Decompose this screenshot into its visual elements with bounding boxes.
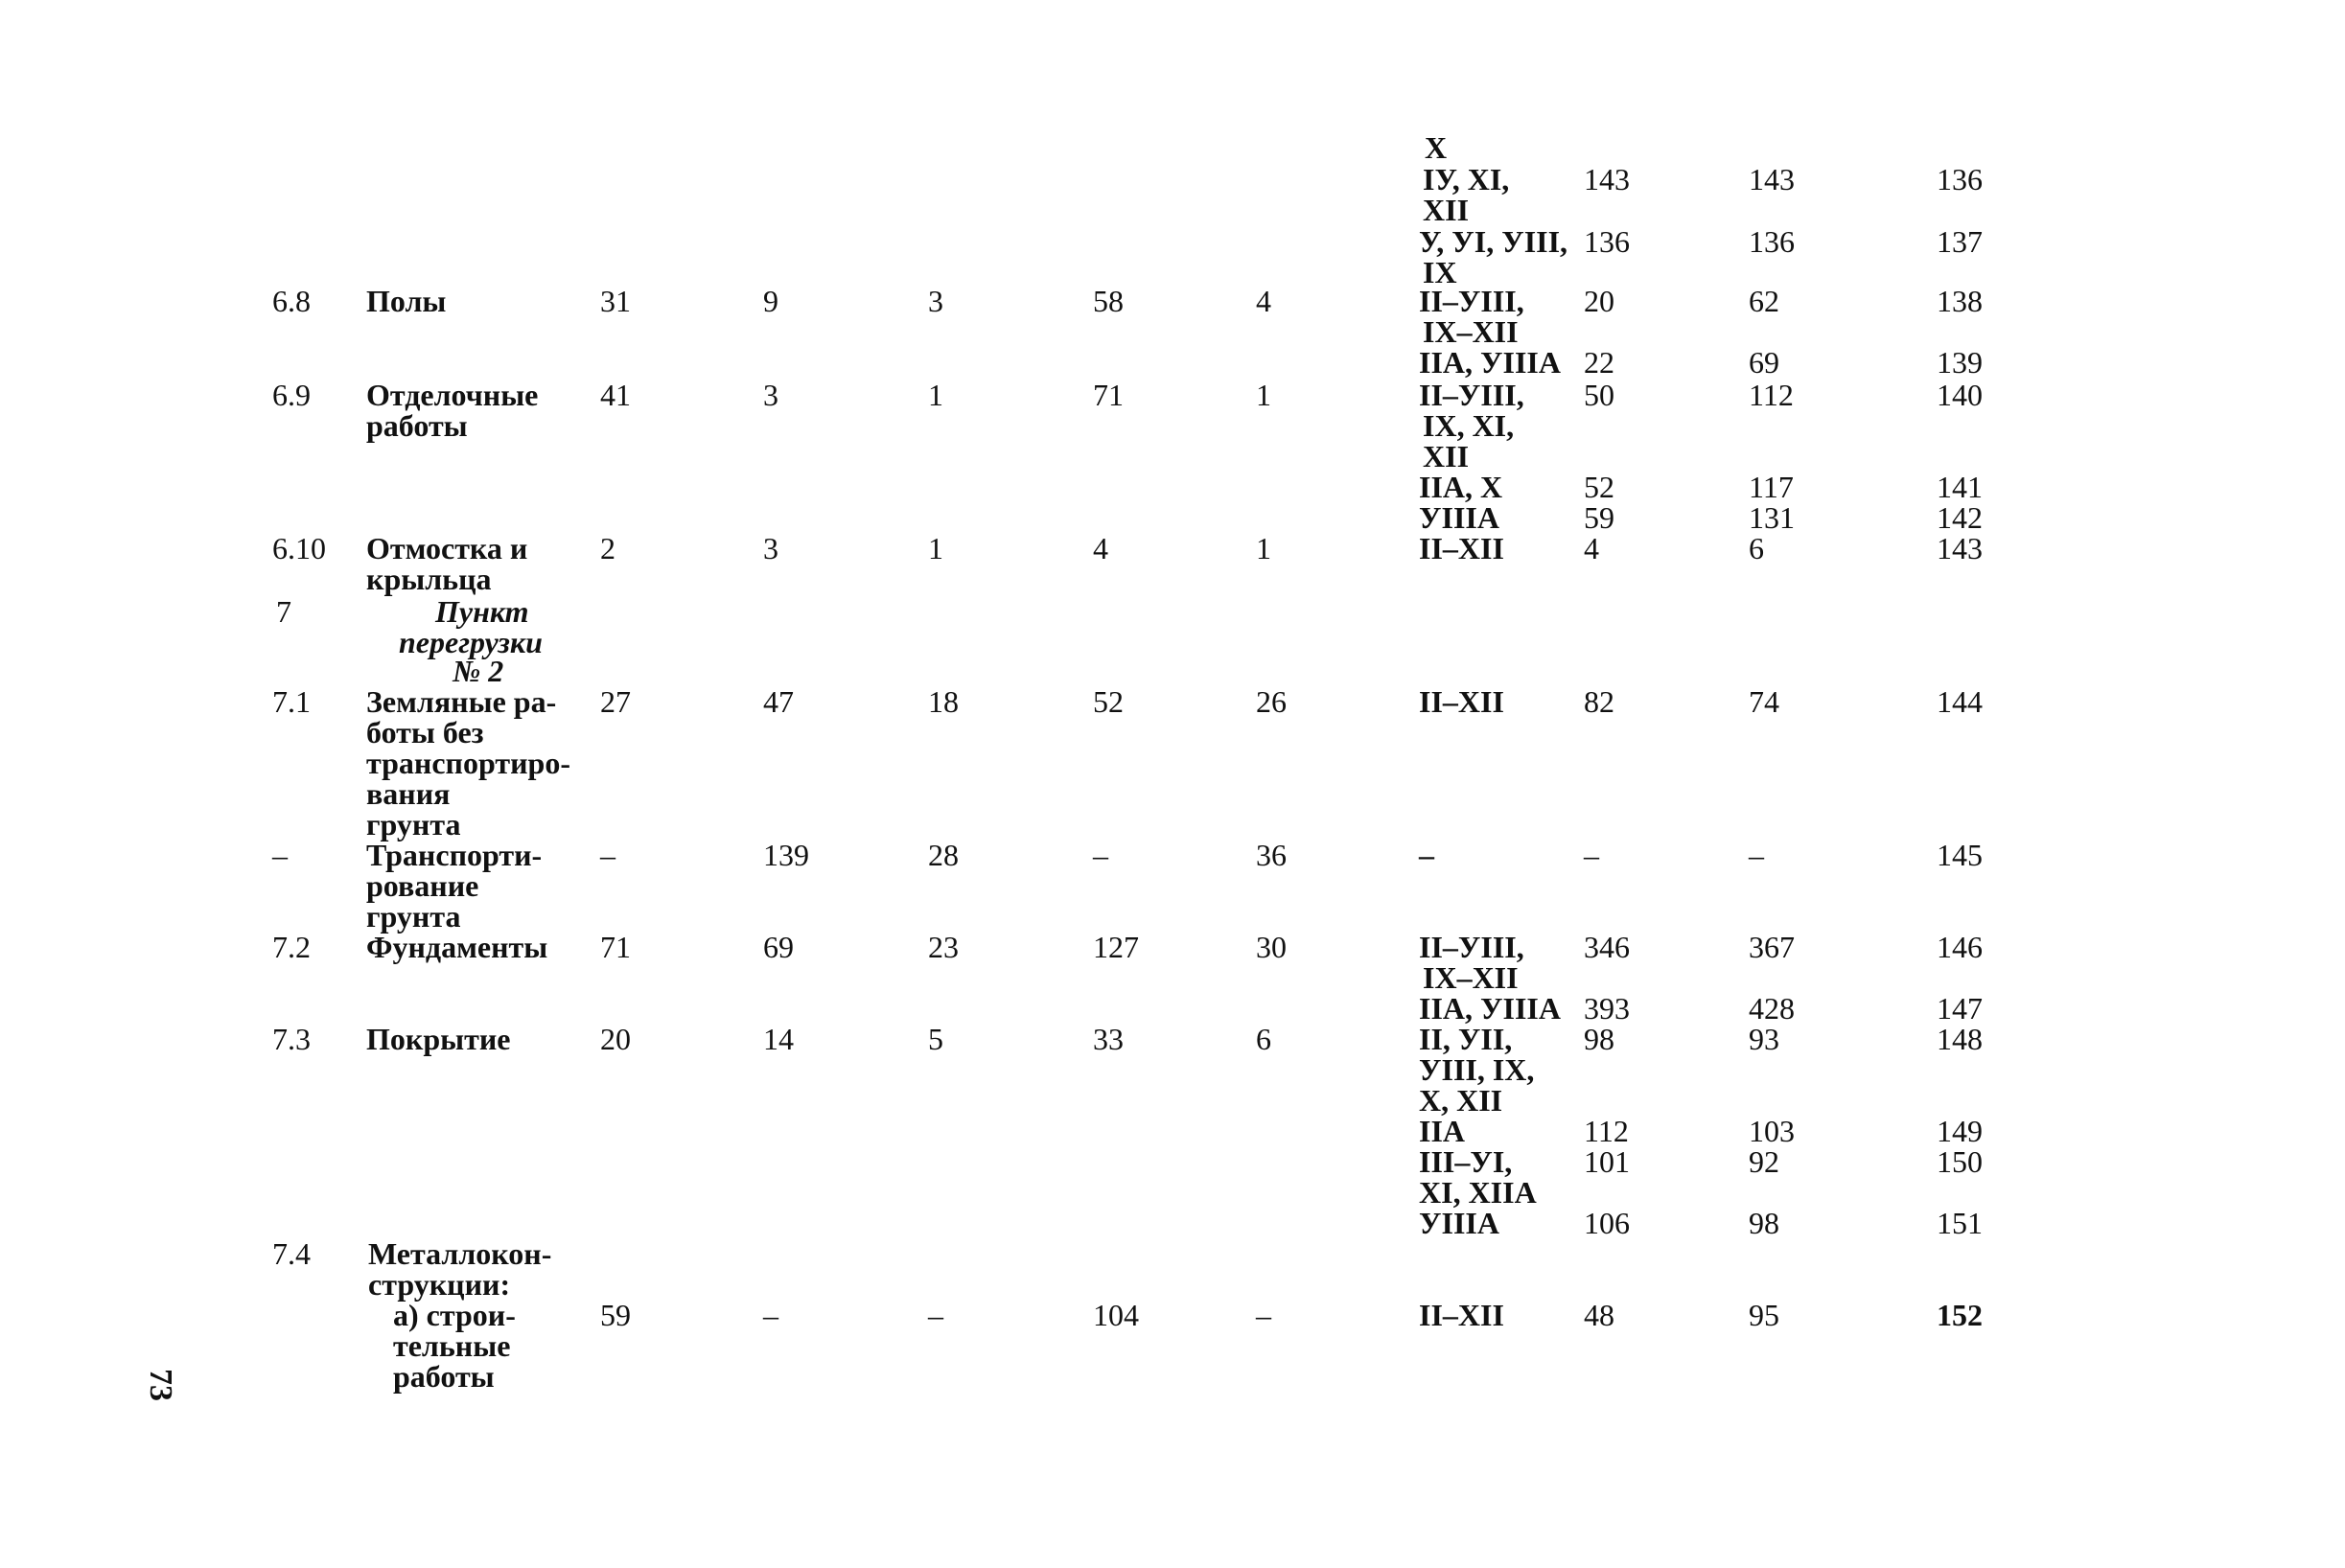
period-cell: УIIIА	[1419, 500, 1499, 535]
item-number: 7.4	[272, 1236, 311, 1271]
ref-cell: 142	[1937, 500, 1983, 535]
value-cell: 1	[928, 531, 943, 565]
value-cell: 9	[763, 284, 778, 318]
item-name: транспортиро-	[366, 746, 570, 780]
period-cell: XII	[1423, 439, 1470, 473]
period-cell: II–XII	[1419, 531, 1504, 565]
item-number: –	[272, 838, 288, 872]
ref-cell: 146	[1937, 930, 1983, 964]
value-cell: 1	[1256, 531, 1271, 565]
period-cell: У, УI, УIII,	[1419, 224, 1568, 259]
period-cell: IУ, XI,	[1423, 162, 1510, 196]
value-cell: 52	[1584, 470, 1614, 504]
item-name: Земляные ра-	[366, 684, 557, 719]
value-cell: 41	[600, 378, 631, 412]
value-cell: 69	[1749, 345, 1779, 380]
ref-cell: 144	[1937, 684, 1983, 719]
value-cell: 22	[1584, 345, 1614, 380]
value-cell: 117	[1749, 470, 1794, 504]
value-cell: 112	[1749, 378, 1794, 412]
value-cell: 14	[763, 1022, 794, 1056]
period-cell: II–XII	[1419, 684, 1504, 719]
item-number: 6.10	[272, 531, 326, 565]
value-cell: 367	[1749, 930, 1795, 964]
section-title: № 2	[453, 654, 504, 688]
value-cell: 1	[1256, 378, 1271, 412]
value-cell: 112	[1584, 1114, 1629, 1148]
ref-cell: 136	[1937, 162, 1983, 196]
period-cell: IIА, УIIIА	[1419, 991, 1561, 1026]
period-cell: II–УIII,	[1419, 930, 1524, 964]
value-cell: 20	[600, 1022, 631, 1056]
item-name: грунта	[366, 807, 461, 842]
page-number: 73	[143, 1369, 178, 1401]
item-number: 6.8	[272, 284, 311, 318]
value-cell: 62	[1749, 284, 1779, 318]
item-name: а) строи-	[393, 1298, 516, 1332]
period-cell: II–УIII,	[1419, 284, 1524, 318]
value-cell: 31	[600, 284, 631, 318]
period-cell: IX–XII	[1423, 960, 1519, 995]
item-number: 7	[276, 594, 291, 629]
value-cell: 59	[600, 1298, 631, 1332]
period-cell: IIА, X	[1419, 470, 1503, 504]
ref-cell: 147	[1937, 991, 1983, 1026]
value-cell: 136	[1584, 224, 1630, 259]
period-cell: IIА, УIIIА	[1419, 345, 1561, 380]
value-cell: 131	[1749, 500, 1795, 535]
period-cell: II–УIII,	[1419, 378, 1524, 412]
item-number: 7.2	[272, 930, 311, 964]
value-cell: 59	[1584, 500, 1614, 535]
item-number: 6.9	[272, 378, 311, 412]
ref-cell: 140	[1937, 378, 1983, 412]
value-cell: 3	[763, 378, 778, 412]
value-cell: 4	[1584, 531, 1599, 565]
value-cell: 143	[1584, 162, 1630, 196]
value-cell: –	[600, 838, 615, 872]
value-cell: 58	[1093, 284, 1124, 318]
value-cell: 71	[600, 930, 631, 964]
period-cell: II–XII	[1419, 1298, 1504, 1332]
period-cell: IX–XII	[1423, 314, 1519, 349]
value-cell: 71	[1093, 378, 1124, 412]
ref-cell: 152	[1937, 1298, 1983, 1332]
period-cell: –	[1419, 838, 1434, 872]
item-name: Транспорти-	[366, 838, 543, 872]
ref-cell: 143	[1937, 531, 1983, 565]
value-cell: 52	[1093, 684, 1124, 719]
value-cell: 26	[1256, 684, 1287, 719]
item-name: работы	[393, 1359, 495, 1394]
period-cell: XI, XIIА	[1419, 1175, 1537, 1210]
ref-cell: 150	[1937, 1144, 1983, 1179]
value-cell: –	[763, 1298, 778, 1332]
period-cell: III–УI,	[1419, 1144, 1513, 1179]
section-title: перегрузки	[399, 625, 543, 659]
ref-cell: 148	[1937, 1022, 1983, 1056]
value-cell: 48	[1584, 1298, 1614, 1332]
item-number: 7.1	[272, 684, 311, 719]
item-name: Отмостка и	[366, 531, 528, 565]
ref-cell: 139	[1937, 345, 1983, 380]
value-cell: 4	[1093, 531, 1108, 565]
value-cell: –	[928, 1298, 943, 1332]
item-name: рование	[366, 868, 479, 903]
item-name: боты без	[366, 715, 484, 749]
ref-cell: 138	[1937, 284, 1983, 318]
value-cell: 393	[1584, 991, 1630, 1026]
section-title: Пункт	[435, 594, 529, 629]
value-cell: –	[1256, 1298, 1271, 1332]
item-name: Покрытие	[366, 1022, 511, 1056]
value-cell: 69	[763, 930, 794, 964]
value-cell: 127	[1093, 930, 1139, 964]
value-cell: 6	[1256, 1022, 1271, 1056]
ref-cell: 137	[1937, 224, 1983, 259]
value-cell: 101	[1584, 1144, 1630, 1179]
value-cell: 27	[600, 684, 631, 719]
value-cell: 1	[928, 378, 943, 412]
value-cell: 98	[1749, 1206, 1779, 1240]
value-cell: 139	[763, 838, 809, 872]
period-cell: X	[1425, 130, 1448, 165]
period-cell: IX, XI,	[1423, 408, 1515, 443]
period-cell: IIА	[1419, 1114, 1466, 1148]
value-cell: 23	[928, 930, 959, 964]
value-cell: 3	[763, 531, 778, 565]
value-cell: 106	[1584, 1206, 1630, 1240]
value-cell: –	[1584, 838, 1599, 872]
value-cell: 4	[1256, 284, 1271, 318]
value-cell: 20	[1584, 284, 1614, 318]
period-cell: X, XII	[1419, 1083, 1503, 1118]
value-cell: 143	[1749, 162, 1795, 196]
value-cell: –	[1093, 838, 1108, 872]
value-cell: 30	[1256, 930, 1287, 964]
item-name: струкции:	[368, 1267, 511, 1302]
value-cell: 82	[1584, 684, 1614, 719]
period-cell: IX	[1423, 255, 1457, 289]
ref-cell: 145	[1937, 838, 1983, 872]
item-name: Фундаменты	[366, 930, 548, 964]
item-name: Полы	[366, 284, 447, 318]
period-cell: XII	[1423, 193, 1470, 227]
item-name: Металлокон-	[368, 1236, 552, 1271]
value-cell: 136	[1749, 224, 1795, 259]
value-cell: 428	[1749, 991, 1795, 1026]
item-name: крыльца	[366, 562, 492, 596]
item-number: 7.3	[272, 1022, 311, 1056]
value-cell: 74	[1749, 684, 1779, 719]
value-cell: 3	[928, 284, 943, 318]
period-cell: II, УII,	[1419, 1022, 1513, 1056]
period-cell: УIIIА	[1419, 1206, 1499, 1240]
value-cell: 50	[1584, 378, 1614, 412]
ref-cell: 151	[1937, 1206, 1983, 1240]
item-name: грунта	[366, 899, 461, 934]
item-name: Отделочные	[366, 378, 539, 412]
value-cell: 103	[1749, 1114, 1795, 1148]
ref-cell: 149	[1937, 1114, 1983, 1148]
value-cell: 92	[1749, 1144, 1779, 1179]
value-cell: 93	[1749, 1022, 1779, 1056]
item-name: тельные	[393, 1328, 511, 1363]
ref-cell: 141	[1937, 470, 1983, 504]
value-cell: 346	[1584, 930, 1630, 964]
value-cell: 47	[763, 684, 794, 719]
period-cell: УIII, IX,	[1419, 1052, 1535, 1087]
value-cell: –	[1749, 838, 1764, 872]
value-cell: 33	[1093, 1022, 1124, 1056]
item-name: работы	[366, 408, 468, 443]
value-cell: 95	[1749, 1298, 1779, 1332]
value-cell: 104	[1093, 1298, 1139, 1332]
value-cell: 2	[600, 531, 615, 565]
value-cell: 18	[928, 684, 959, 719]
value-cell: 6	[1749, 531, 1764, 565]
value-cell: 28	[928, 838, 959, 872]
item-name: вания	[366, 776, 451, 811]
value-cell: 36	[1256, 838, 1287, 872]
value-cell: 98	[1584, 1022, 1614, 1056]
value-cell: 5	[928, 1022, 943, 1056]
